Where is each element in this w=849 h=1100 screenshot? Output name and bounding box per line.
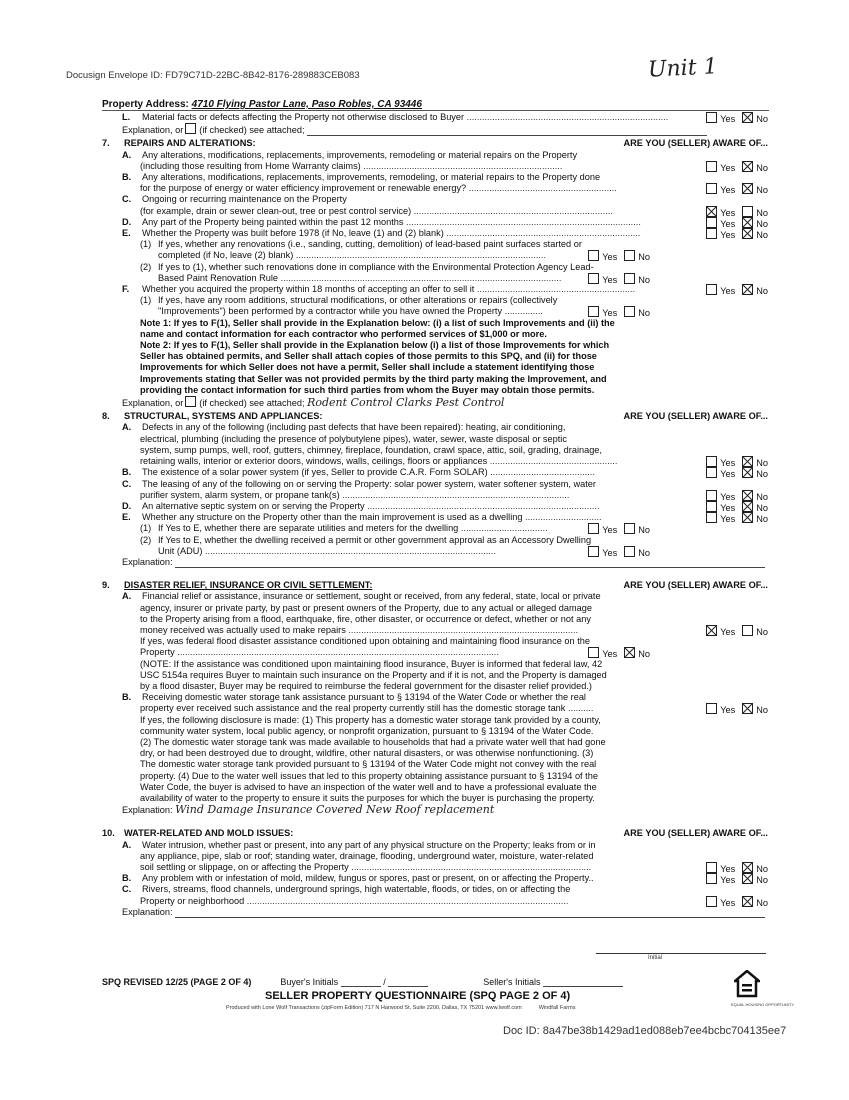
item-8b: B. The existence of a solar power system (if yes, Seller to provide C.A.R. Form SOLAR) ......................................... Yes No: [122, 467, 768, 479]
section-number: 7.: [102, 138, 110, 149]
no-label: No: [756, 162, 768, 173]
yes-no-group: [701, 217, 768, 228]
yes-checkbox[interactable]: [706, 284, 717, 295]
yes-checkbox[interactable]: [588, 647, 599, 658]
item-7c-2: (for example, drain or sewer clean-out, tree or pest control service) .............................................................................. Yes No: [140, 205, 768, 217]
item-7f1-2: "Improvements") been performed by a contractor while you have owned the Property ............... Yes No: [158, 306, 650, 318]
no-label: No: [756, 705, 768, 715]
item-9b-text-5: The domestic water storage tank provided pursuant to § 13194 of the Water Code might not convey with the real: [140, 759, 597, 770]
item-text: (for example, drain or sewer clean-out, tree or pest control service): [140, 205, 412, 216]
item-l-explanation: [102, 123, 770, 136]
yes-checkbox[interactable]: [706, 456, 717, 467]
item-text: Property: [140, 647, 175, 658]
no-label: No: [638, 274, 650, 285]
item-9a-2: [102, 603, 770, 614]
item-text: If Yes to E, whether there are separate utilities and meters for the dwelling: [158, 523, 459, 534]
yes-checkbox[interactable]: [588, 546, 599, 557]
item-text: Any alterations, modifications, replacements, improvements, remodeling or material repairs on the Property: [142, 149, 578, 160]
item-7d: D. Any part of the Property being painted within the past 12 months ............................................................................................ Yes No: [122, 216, 768, 229]
yes-no-group: [701, 183, 768, 194]
item-8a-3: [102, 445, 770, 456]
yes-no-group: [701, 228, 768, 239]
no-label: No: [756, 864, 768, 874]
no-checkbox[interactable]: [624, 250, 635, 261]
yes-checkbox[interactable]: [706, 228, 717, 239]
revision-label: SPQ REVISED 12/25 (PAGE 2 OF 4): [102, 977, 252, 987]
item-8-explanation: [102, 557, 770, 568]
item-8e2-2: Unit (ADU) .................................................................................................................. Yes No: [158, 545, 650, 557]
yes-label: Yes: [720, 185, 736, 195]
item-7c-1: C. Ongoing or recurring maintenance on the Property: [122, 194, 347, 205]
item-9b-text-4: dry, or had been destroyed due to drought, wildfire, other natural disasters, or was otherwise nonfunctioning. (3): [140, 748, 594, 759]
yes-label: Yes: [720, 502, 736, 513]
item-9b-2: property ever received such assistance and the real property currently still has the domestic storage tank .......... Yes No: [140, 703, 768, 715]
yes-no-group: [701, 161, 768, 172]
yes-no-group: [701, 284, 768, 295]
yes-label: Yes: [720, 705, 736, 715]
yes-no-group: [701, 512, 768, 523]
item-10a-1: A. Water intrusion, whether past or present, into any part of any physical structure on the Property; leaks from or in: [122, 839, 596, 850]
sellers-initials-label: Seller's Initials: [483, 977, 541, 987]
no-label: No: [756, 458, 768, 468]
yes-label: Yes: [720, 897, 736, 907]
no-label: No: [638, 525, 650, 535]
item-l: L. Material facts or defects affecting the Property not otherwise disclosed to Buyer ............................................................................... Yes No: [122, 112, 768, 124]
aware-heading: ARE YOU (SELLER) AWARE OF...: [623, 580, 768, 591]
no-label: No: [756, 185, 768, 195]
item-text: completed (if No, leave (2) blank): [158, 250, 294, 261]
explanation-line[interactable]: [307, 135, 707, 136]
item-8c-2: purifier system, alarm system, or propane tank(s) ......................................................................................... Yes No: [140, 489, 768, 501]
item-text: Material facts or defects affecting the Property not otherwise disclosed to Buyer: [142, 112, 465, 122]
item-letter: L.: [122, 112, 131, 122]
item-text: agency, insurer or private party, by past or present owners of the Property, due to any actual or alleged damage: [140, 602, 592, 613]
item-text: soil settling or slippage, on or affecting the Property: [140, 862, 349, 872]
item-text: If yes, whether any renovations (i.e., sanding, cutting, demolition) of lead-based paint surfaces started or: [158, 239, 582, 250]
no-label: No: [756, 514, 768, 524]
yes-label: Yes: [720, 458, 736, 468]
no-checkbox[interactable]: [742, 228, 753, 239]
yes-no-group: [701, 112, 768, 123]
no-checkbox[interactable]: [742, 862, 753, 873]
item-text: Whether you acquired the property within 18 months of accepting an offer to sell it: [142, 284, 475, 295]
yes-label: Yes: [720, 626, 736, 637]
yes-label: Yes: [602, 308, 618, 318]
no-checkbox[interactable]: [624, 546, 635, 557]
item-7-explanation: [102, 396, 770, 409]
no-checkbox[interactable]: [624, 273, 635, 284]
yes-checkbox[interactable]: [588, 250, 599, 261]
section-10-header: [102, 828, 770, 839]
item-text: Any alterations, modifications, replacements, improvements, remodeling, or material repairs to the Property done: [142, 172, 601, 183]
no-checkbox[interactable]: [742, 284, 753, 295]
yes-no-group: [583, 306, 650, 317]
initial-label: Initial: [648, 955, 663, 961]
item-9b-text-1: If yes, the following disclosure is made: (1) This property has a domestic water storage tank provided by a county,: [140, 714, 601, 725]
produced-by: Produced with Lone Wolf Transactions (zipForm Edition) 717 N Harwood St, Suite 2200, Dallas, TX 75201 www.lwolf.com: [226, 1005, 522, 1011]
yes-label: Yes: [720, 514, 736, 524]
item-text: Whether any structure on the Property other than the main improvement is used as a dwelling: [142, 512, 523, 523]
section-number: 8.: [102, 411, 110, 422]
item-7a-1: A. Any alterations, modifications, replacements, improvements, remodeling or material repairs on the Property: [122, 149, 578, 160]
no-checkbox[interactable]: [742, 183, 753, 194]
yes-label: Yes: [720, 875, 736, 885]
yes-no-group: [701, 501, 768, 512]
explanation-label: Explanation:: [122, 805, 173, 816]
item-text: Water intrusion, whether past or present, into any part of any physical structure on the Property; leaks from or in: [142, 839, 596, 850]
envelope-id: Docusign Envelope ID: FD79C71D-22BC-8B42-8176-289883CEB083: [66, 70, 360, 81]
no-label: No: [756, 502, 768, 513]
no-label: No: [756, 626, 768, 637]
item-10b: B. Any problem with or infestation of mold, mildew, fungus or spores, past or present, on or affecting the Property.. Yes No: [122, 873, 768, 885]
no-label: No: [756, 218, 768, 229]
no-label: No: [638, 252, 650, 262]
yes-label: Yes: [720, 162, 736, 173]
aware-heading: ARE YOU (SELLER) AWARE OF...: [623, 411, 768, 422]
item-text: If yes, have any room additions, structural modifications, or other alterations or repairs (collectively: [158, 295, 558, 306]
item-7f1-1: (1) If yes, have any room additions, structural modifications, or other alterations or repairs (collectively: [140, 295, 558, 306]
yes-checkbox[interactable]: [706, 512, 717, 523]
aware-heading: ARE YOU (SELLER) AWARE OF...: [623, 828, 768, 839]
no-checkbox[interactable]: [742, 161, 753, 172]
yes-checkbox[interactable]: [706, 501, 717, 512]
no-label: No: [756, 897, 768, 907]
yes-no-group: [701, 862, 768, 873]
item-8a-1: A. Defects in any of the following (including past defects that have been repaired): heating, air conditioning,: [122, 422, 566, 433]
item-9a-note-2: USC 5154a requires Buyer to maintain such insurance on the Property and if it is not, and the Property is damaged: [140, 669, 607, 680]
yes-label: Yes: [720, 286, 736, 296]
yes-no-group: [583, 523, 650, 534]
item-8d: D. An alternative septic system on or serving the Property ........................................................................................... Yes No: [122, 500, 768, 513]
item-text: retaining walls, interior or exterior doors, windows, walls, ceilings, floors or appliances: [140, 456, 488, 467]
no-checkbox[interactable]: [742, 206, 753, 217]
no-label: No: [638, 308, 650, 318]
no-checkbox[interactable]: [742, 467, 753, 478]
yes-label: Yes: [720, 218, 736, 229]
attached-checkbox[interactable]: [185, 396, 196, 407]
yes-no-group: [583, 546, 650, 557]
item-9b-text-6: property. (4) Due to the water well issues that led to this property obtaining assistance pursuant to § 13194 of the: [140, 770, 598, 781]
item-7a-2: (including those resulting from Home Warranty claims) .............................................................................. Yes No: [140, 160, 768, 173]
item-8e: E. Whether any structure on the Property other than the main improvement is used as a dwelling .............................. Yes No: [122, 512, 768, 524]
item-7e2-1: (2) If yes to (1), whether such renovations done in compliance with the Environmental Protection Agency Lead-: [140, 261, 594, 272]
item-text: An alternative septic system on or serving the Property: [142, 500, 365, 511]
explanation-label: Explanation, or: [122, 125, 184, 136]
note-2-line-3: Improvements for which Seller does not have a permit, Seller shall include a statement identifying those: [140, 362, 595, 373]
item-text: If yes, was federal flood disaster assistance conditioned upon obtaining and maintaining flood insurance on the: [140, 636, 590, 647]
section-title: STRUCTURAL, SYSTEMS AND APPLIANCES:: [124, 411, 323, 422]
yes-label: Yes: [720, 864, 736, 874]
explanation-line[interactable]: [175, 917, 765, 918]
no-checkbox[interactable]: [742, 873, 753, 884]
section-9-header: [102, 580, 770, 591]
no-checkbox[interactable]: [742, 112, 753, 123]
item-text: system, sump pumps, well, roof, gutters, chimney, fireplace, foundation, crawl space, attic, soil, grading, drainage,: [140, 444, 602, 455]
item-7e1-2: completed (if No, leave (2) blank) .................................................................................................. Yes No: [158, 250, 650, 262]
item-8e1: (1) If Yes to E, whether there are separate utilities and meters for the dwelling .................................. Yes No: [140, 523, 650, 535]
equal-housing-label: EQUAL HOUSING OPPORTUNITY: [731, 1002, 795, 1007]
buyers-initials-label: Buyer's Initials: [280, 977, 339, 987]
section-number: 9.: [102, 580, 110, 591]
yes-no-group: [583, 250, 650, 261]
item-text: to the Property arising from a flood, earthquake, fire, other disaster, or occurrence or defect, whether or not any: [140, 613, 591, 624]
yes-label: Yes: [720, 491, 736, 501]
item-7b-2: for the purpose of energy or water efficiency improvement or renewable energy? .......................................................... Yes No: [140, 183, 768, 195]
buyers-initials-field-2[interactable]: [388, 986, 428, 987]
yes-checkbox[interactable]: [588, 306, 599, 317]
item-text: property ever received such assistance and the real property currently still has the domestic storage tank: [140, 703, 566, 714]
item-10-explanation: [102, 907, 770, 918]
farm-name: Windfall Farms: [538, 1005, 576, 1011]
no-checkbox[interactable]: [624, 306, 635, 317]
item-8a-4: retaining walls, interior or exterior doors, windows, walls, ceilings, floors or appliances .................................................. Yes No: [140, 456, 768, 468]
item-text: electrical, plumbing (including the presence of polybutylene pipes), water, sewer, waste disposal or septic: [140, 433, 567, 444]
yes-label: Yes: [602, 547, 618, 557]
note-2-line-2: Seller has obtained permits, and Seller shall attach copies of those permits to this SPQ, and (ii) for those: [140, 351, 597, 362]
handwritten-explanation[interactable]: Rodent Control Clarks Pest Control: [307, 396, 505, 410]
no-label: No: [756, 286, 768, 296]
item-7e2-2: Based Paint Renovation Rule .............................................................................................................. Yes No: [158, 272, 650, 285]
item-text: Any problem with or infestation of mold, mildew, fungus or spores, past or present, on or affecting the Property..: [142, 873, 594, 884]
item-10c-2: Property or neighborhood .............................................................................................................................. Yes No: [140, 895, 768, 907]
item-10a-2: [102, 851, 770, 862]
item-9b-1: B. Receiving domestic water storage tank assistance pursuant to § 13194 of the Water Code or whether the real: [122, 692, 586, 703]
item-9b-text-2: community water system, local public agency, or nonprofit organization, pursuant to § 13194 of the Water Code.: [140, 725, 594, 736]
note-1-line-1: Note 1: If yes to F(1), Seller shall provide in the Explanation below: (i) a list of such Improvements and (ii) the: [140, 317, 615, 328]
explanation-suffix: (if checked) see attached;: [199, 125, 305, 136]
item-8a-2: [102, 434, 770, 445]
yes-no-group: [701, 873, 768, 884]
yes-no-group: [583, 647, 650, 658]
item-9b-text-7: Water Code, the buyer is advised to have an inspection of the water well and to have a professional evaluate the: [140, 781, 597, 792]
item-10a-3: soil settling or slippage, on or affecting the Property .............................................................................................. Yes No: [140, 862, 768, 874]
no-checkbox[interactable]: [742, 625, 753, 636]
questionnaire-body: [102, 112, 770, 918]
item-9-explanation: [102, 804, 770, 816]
footer-produced: [226, 1005, 575, 1011]
header-rule: [102, 110, 769, 111]
section-title: WATER-RELATED AND MOLD ISSUES:: [124, 828, 294, 839]
no-checkbox[interactable]: [742, 703, 753, 714]
aware-heading: ARE YOU (SELLER) AWARE OF...: [623, 138, 768, 149]
yes-checkbox[interactable]: [706, 217, 717, 228]
yes-checkbox[interactable]: [706, 183, 717, 194]
no-checkbox[interactable]: [742, 217, 753, 228]
yes-label: Yes: [720, 207, 736, 217]
item-9a-3: [102, 614, 770, 625]
yes-no-group: [701, 456, 768, 467]
item-7e1-1: (1) If yes, whether any renovations (i.e., sanding, cutting, demolition) of lead-based paint surfaces started or: [140, 239, 582, 250]
item-9b-text-8: availability of water to the property to ensure it suits the purposes for which the buyer is purchasing the property.: [140, 792, 595, 803]
item-text: Financial relief or assistance, insurance or settlement, sought or received, from any federal, state, local or private: [142, 591, 601, 602]
item-text: The leasing of any of the following on or serving the Property: solar power system, water softener system, water: [142, 478, 596, 489]
yes-no-group: [701, 625, 768, 636]
no-label: No: [756, 491, 768, 501]
no-label: No: [756, 469, 768, 479]
yes-no-group: [701, 896, 768, 907]
item-text: Receiving domestic water storage tank assistance pursuant to § 13194 of the Water Code or whether the real: [142, 692, 586, 703]
item-text: Based Paint Renovation Rule: [158, 272, 279, 283]
yes-no-group: [701, 703, 768, 714]
footer-line: SPQ REVISED 12/25 (PAGE 2 OF 4) Buyer's Initials / Seller's Initials: [102, 977, 623, 987]
yes-checkbox[interactable]: [706, 161, 717, 172]
no-checkbox[interactable]: [742, 456, 753, 467]
no-checkbox[interactable]: [742, 512, 753, 523]
sellers-initials-field[interactable]: [543, 986, 623, 987]
explanation-suffix: (if checked) see attached;: [199, 398, 305, 409]
yes-checkbox[interactable]: [588, 523, 599, 534]
section-8-header: [102, 411, 770, 422]
no-checkbox[interactable]: [742, 501, 753, 512]
item-8c-1: C. The leasing of any of the following on or serving the Property: solar power system, water softener system, water: [122, 478, 596, 489]
handwritten-unit: Unit 1: [647, 54, 719, 83]
property-address-label: Property Address:: [102, 99, 189, 110]
equal-housing-icon: [734, 970, 760, 1000]
item-text: Unit (ADU): [158, 545, 203, 556]
section-7-header: [102, 138, 770, 149]
yes-checkbox[interactable]: [588, 273, 599, 284]
no-label: No: [756, 114, 768, 124]
yes-label: Yes: [720, 469, 736, 479]
yes-label: Yes: [602, 649, 618, 659]
explanation-line[interactable]: [175, 567, 765, 568]
item-text: Rivers, streams, flood channels, underground springs, high watertable, floods, or tides, on or affecting the: [142, 884, 571, 895]
item-text: Ongoing or recurring maintenance on the Property: [142, 194, 347, 205]
item-7f: F. Whether you acquired the property within 18 months of accepting an offer to sell it .............................................................. Yes No: [122, 284, 768, 296]
section-title: REPAIRS AND ALTERATIONS:: [124, 138, 256, 149]
buyers-initials-field-1[interactable]: [341, 986, 381, 987]
yes-label: Yes: [602, 525, 618, 535]
yes-checkbox[interactable]: [706, 862, 717, 873]
item-text: (including those resulting from Home Warranty claims): [140, 160, 361, 171]
no-checkbox[interactable]: [742, 490, 753, 501]
item-10c-1: C. Rivers, streams, flood channels, underground springs, high watertable, floods, or tides, on or affecting the: [122, 884, 571, 895]
section-title: DISASTER RELIEF, INSURANCE OR CIVIL SETTLEMENT:: [124, 580, 373, 591]
explanation-label: Explanation, or: [122, 398, 184, 409]
yes-checkbox[interactable]: [706, 873, 717, 884]
item-8e2-1: (2) If Yes to E, whether the dwelling received a permit or other government approval as an Accessory Dwelling: [140, 534, 592, 545]
note-2-line-4: Improvements stating that Seller was not provided permits by the third party making the Improvement, and: [140, 373, 607, 384]
no-label: No: [756, 230, 768, 240]
yes-label: Yes: [602, 274, 618, 285]
item-text: Whether the Property was built before 1978 (if No, leave (1) and (2) blank): [142, 228, 444, 239]
no-checkbox[interactable]: [742, 896, 753, 907]
property-address: [102, 99, 422, 110]
attached-checkbox[interactable]: [185, 123, 196, 134]
item-text: any appliance, pipe, slab or roof; standing water, drainage, flooding, underground water, moisture, water-related: [140, 850, 594, 861]
no-label: No: [756, 875, 768, 885]
item-9a2-2: Property .............................................................................................................................. Yes No: [140, 647, 650, 659]
item-9a-note-1: (NOTE: If the assistance was conditioned upon maintaining flood insurance, Buyer is informed that federal law, 42: [140, 658, 603, 669]
item-text: Defects in any of the following (including past defects that have been repaired): heating, air conditioning,: [142, 422, 566, 433]
item-text: The existence of a solar power system (if yes, Seller to provide C.A.R. Form SOLAR): [142, 467, 488, 478]
initial-rule: [596, 953, 766, 954]
item-text: for the purpose of energy or water efficiency improvement or renewable energy?: [140, 183, 467, 194]
item-9a-note-3: by a flood disaster, Buyer may be required to reimburse the federal government for the disaster relief provided.): [140, 680, 592, 691]
yes-no-group: [701, 490, 768, 501]
item-text: purifier system, alarm system, or propane tank(s): [140, 489, 340, 500]
note-1-line-2: name and contact information for each contractor who performed services of $1,000 or more.: [140, 328, 547, 339]
item-text: money received was actually used to make repairs: [140, 624, 346, 635]
no-checkbox[interactable]: [624, 523, 635, 534]
item-9a-1: A. Financial relief or assistance, insurance or settlement, sought or received, from any federal, state, local or private: [122, 591, 601, 602]
no-label: No: [756, 207, 768, 217]
yes-checkbox[interactable]: [706, 703, 717, 714]
no-checkbox[interactable]: [624, 647, 635, 658]
item-text: Property or neighborhood: [140, 895, 245, 906]
note-2-line-5: providing the contact information for such third parties from whom the Buyer may obtain those permits.: [140, 384, 595, 395]
yes-checkbox[interactable]: [706, 206, 717, 217]
item-9a-4: money received was actually used to make repairs .......................................................................................... Yes No: [140, 624, 768, 637]
property-address-value: 4710 Flying Pastor Lane, Paso Robles, CA 93446: [191, 99, 422, 110]
footer-title: SELLER PROPERTY QUESTIONNAIRE (SPQ PAGE 2 OF 4): [265, 990, 571, 1002]
yes-no-group: [701, 206, 768, 217]
yes-label: Yes: [720, 114, 736, 124]
section-number: 10.: [102, 828, 115, 839]
explanation-label: Explanation:: [122, 556, 173, 567]
item-9a2-1: [102, 636, 770, 647]
item-text: If yes to (1), whether such renovations done in compliance with the Environmental Protection Agency Lead-: [158, 261, 594, 272]
item-text: Any part of the Property being painted within the past 12 months: [142, 216, 404, 227]
item-text: If Yes to E, whether the dwelling received a permit or other government approval as an Accessory Dwelling: [158, 534, 592, 545]
yes-checkbox[interactable]: [706, 467, 717, 478]
item-text: "Improvements") been performed by a contractor while you have owned the Property: [158, 306, 503, 317]
note-2-line-1: Note 2: If yes to F(1), Seller shall provide in the Explanation below (i) a list of those Improvements for which: [140, 340, 610, 351]
document-id: Doc ID: 8a47be38b1429ad1ed088eb7ee4bcbc704135ee7: [503, 1025, 787, 1037]
yes-label: Yes: [602, 252, 618, 262]
item-7b-1: B. Any alterations, modifications, replacements, improvements, remodeling, or material repairs to the Property done: [122, 172, 601, 183]
yes-checkbox[interactable]: [706, 490, 717, 501]
item-7e: E. Whether the Property was built before 1978 (if No, leave (1) and (2) blank) ............................................................................ Yes No: [122, 228, 768, 240]
explanation-label: Explanation:: [122, 906, 173, 917]
yes-no-group: [583, 273, 650, 284]
yes-checkbox[interactable]: [706, 625, 717, 636]
yes-checkbox[interactable]: [706, 896, 717, 907]
no-label: No: [638, 649, 650, 659]
no-label: No: [638, 547, 650, 557]
yes-no-group: [701, 467, 768, 478]
handwritten-explanation[interactable]: Wind Damage Insurance Covered New Roof replacement: [175, 804, 495, 817]
item-9b-text-3: (2) The domestic water storage tank was made available to households that had a private water well that had gone: [140, 736, 606, 747]
yes-label: Yes: [720, 230, 736, 240]
yes-checkbox[interactable]: [706, 112, 717, 123]
